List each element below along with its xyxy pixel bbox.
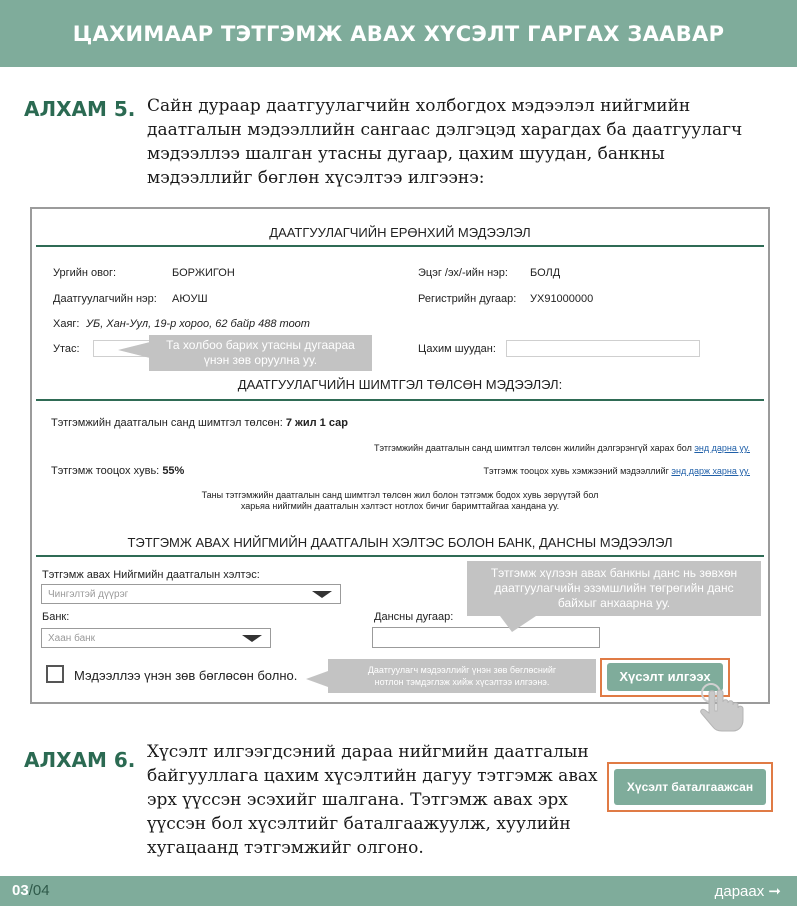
rate-detail-link[interactable]: энд дарж харна уу.	[671, 466, 750, 476]
dept-select[interactable]	[41, 584, 341, 604]
contribution-paid-value: 7 жил 1 сар	[285, 417, 348, 429]
register-value: УХ91000000	[530, 293, 594, 305]
chevron-down-icon	[242, 635, 262, 642]
account-label: Дансны дугаар:	[374, 611, 454, 623]
contribution-detail-row	[374, 443, 750, 453]
phone-tooltip: Та холбоо барих утасны дугаараа үнэн зөв оруулна уу.	[149, 335, 372, 371]
page-title: ЦАХИМААР ТЭТГЭМЖ АВАХ ХҮСЭЛТ ГАРГАХ ЗААВАР	[72, 21, 725, 46]
rate-detail-row	[484, 466, 750, 476]
email-label: Цахим шуудан:	[418, 343, 496, 355]
phone-label: Утас:	[53, 343, 80, 355]
page-current: 03	[12, 882, 29, 899]
section-divider	[36, 245, 764, 247]
title-banner	[0, 0, 797, 67]
name-value: АЮУШ	[172, 293, 208, 305]
chevron-down-icon	[312, 591, 332, 598]
account-tooltip: Тэтгэмж хүлээн авах банкны данс нь зөвхөн даатгуулагчийн эзэмшлийн төгрөгийн данс байхыг анхаарна уу.	[467, 561, 761, 616]
surname-label: Ургийн овог:	[53, 267, 117, 279]
confirm-label: Мэдээллээ үнэн зөв бөглөсөн болно.	[74, 668, 298, 683]
next-link[interactable]	[715, 882, 781, 900]
step5-line: даатгалын мэдээллийн сангаас дэлгэцэд харагдах ба даатгуулагч	[147, 120, 743, 140]
father-name-label: Эцэг /эх/-ийн нэр:	[418, 267, 508, 279]
surname-value: БОРЖИГОН	[172, 267, 235, 279]
footer-bar	[0, 876, 797, 906]
contribution-paid-row	[51, 417, 348, 429]
step5-line: Сайн дураар даатгуулагчийн холбогдох мэдээлэл нийгмийн	[147, 96, 691, 116]
rate-value: 55%	[162, 465, 185, 477]
father-name-value: БОЛД	[530, 267, 561, 279]
contribution-detail-text: Тэтгэмжийн даатгалын санд шимтгэл төлсөн жилийн дэлгэрэнгүй харах бол	[373, 443, 692, 453]
rate-detail-text: Тэтгэмж тооцох хувь хэмжээний мэдээллийг	[483, 466, 669, 476]
section-divider	[36, 399, 764, 401]
bank-select-value: Хаан банк	[48, 633, 96, 644]
step6-line: үүссэн бол хүсэлтийг баталгаажуулж, хуулийн	[147, 814, 571, 834]
register-label: Регистрийн дугаар:	[418, 293, 517, 305]
step5-text	[147, 94, 742, 190]
step6-line: Хүсэлт илгээгдсэний дараа нийгмийн даатгалын	[147, 742, 589, 762]
request-confirmed-button[interactable]: Хүсэлт баталгаажсан	[614, 769, 766, 805]
dept-select-value: Чингэлтэй дүүрэг	[48, 589, 129, 600]
confirm-tooltip-line: Даатгуулагч мэдээллийг үнэн зөв бөглөснийг	[367, 665, 557, 675]
step5-label: АЛХАМ 5.	[24, 97, 136, 121]
rate-row	[51, 465, 184, 477]
email-input[interactable]	[506, 340, 700, 357]
contribution-note-line: харьяа нийгмийн даатгалын хэлтэст нотлох бичиг баримттайгаа хандана уу.	[240, 501, 560, 511]
step6-text	[147, 740, 598, 860]
page-indicator	[12, 882, 50, 899]
step6-line: байгууллага цахим хүсэлтийн дагуу тэтгэмж авах	[147, 766, 598, 786]
step6-line: хугацаанд тэтгэмжийг олгоно.	[147, 838, 424, 858]
step6-line: эрх үүссэн эсэхийг шалгана. Тэтгэмж авах эрх	[147, 790, 568, 810]
account-input[interactable]	[372, 627, 600, 648]
contribution-detail-link[interactable]: энд дарна уу.	[694, 443, 750, 453]
tooltip-pointer	[118, 342, 150, 358]
contribution-note-line: Таны тэтгэмжийн даатгалын санд шимтгэл төлсөн жил болон тэтгэмж бодох хувь зөрүүтэй бол	[201, 490, 599, 500]
address-value: УБ, Хан-Уул, 19-р хороо, 62 байр 488 тоот	[86, 318, 310, 330]
pointer-hand-icon	[695, 683, 747, 733]
confirm-tooltip	[328, 659, 596, 693]
bank-label: Банк:	[42, 611, 70, 623]
dept-label: Тэтгэмж авах Нийгмийн даатгалын хэлтэс:	[42, 569, 260, 581]
next-label: дараах	[714, 883, 765, 900]
application-form	[30, 207, 770, 704]
contribution-title: ДААТГУУЛАГЧИЙН ШИМТГЭЛ ТӨЛСӨН МЭДЭЭЛЭЛ:	[237, 377, 563, 392]
section-divider	[36, 555, 764, 557]
arrow-right-icon: ➞	[768, 883, 781, 900]
step5-line: мэдээллээ шалган утасны дугаар, цахим шуудан, банкны	[147, 144, 665, 164]
page-total: /04	[28, 882, 50, 899]
confirm-checkbox[interactable]	[46, 665, 64, 683]
contribution-paid-label: Тэтгэмжийн даатгалын санд шимтгэл төлсөн:	[51, 417, 283, 429]
general-info-title: ДААТГУУЛАГЧИЙН ЕРӨНХИЙ МЭДЭЭЛЭЛ	[269, 225, 531, 240]
name-label: Даатгуулагчийн нэр:	[53, 293, 157, 305]
tooltip-pointer	[306, 671, 328, 687]
address-label: Хаяг:	[53, 318, 80, 330]
bank-section-title: ТЭТГЭМЖ АВАХ НИЙГМИЙН ДААТГАЛЫН ХЭЛТЭС БОЛОН БАНК, ДАНСНЫ МЭДЭЭЛЭЛ	[127, 535, 673, 550]
step6-label: АЛХАМ 6.	[24, 748, 136, 772]
step5-line: мэдээллийг бөглөн хүсэлтээ илгээнэ:	[147, 168, 485, 188]
confirm-tooltip-line: нотлон тэмдэглэж хийж хүсэлтээ илгээнэ.	[374, 677, 550, 687]
tooltip-pointer	[500, 616, 536, 632]
submit-button[interactable]: Хүсэлт илгээх	[607, 663, 723, 691]
bank-select[interactable]	[41, 628, 271, 648]
rate-label: Тэтгэмж тооцох хувь:	[51, 465, 160, 477]
